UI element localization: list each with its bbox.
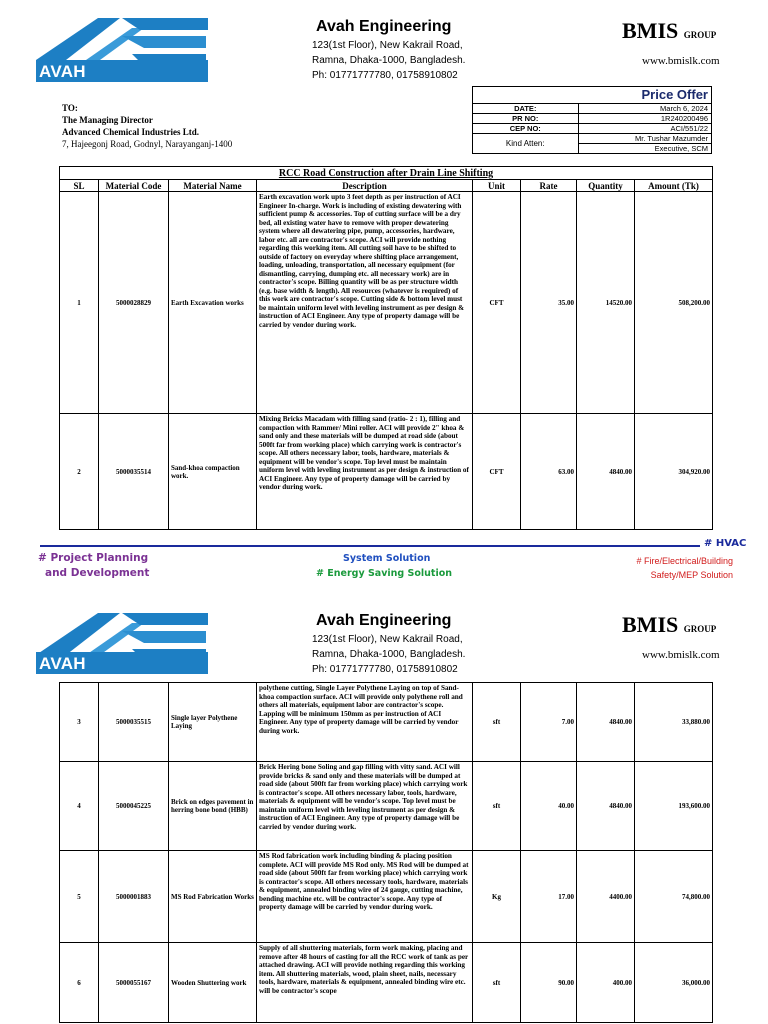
cell-unit: sft: [473, 943, 521, 1023]
cell-rate: 17.00: [521, 851, 577, 943]
cell-unit: CFT: [473, 192, 521, 414]
cell-description: Mixing Bricks Macadam with filling sand (ratio- 2 : 1), filling and compaction with Rammer/ Mini roller. ACI will provide 2" khoa & sand only and these materials will be dumped at road side (about 500ft far from working place) which carrying work is contractor's scope. All others necessary labor, tools, hardware, materials & equipment will be vendor's scope. Top level must be maintain uniform level with leveling instrument as per design & instruction of ACI Engineer. Any type of property damage will be carried by vendor during work.: [257, 414, 473, 530]
kind-atten-label: Kind Atten:: [473, 134, 579, 154]
recipient-line: Advanced Chemical Industries Ltd.: [62, 127, 200, 137]
cell-quantity: 4400.00: [577, 851, 635, 943]
website-link[interactable]: www.bmislk.com: [642, 55, 720, 67]
header-sl: SL: [60, 180, 99, 192]
company-address: [312, 38, 465, 83]
price-offer-title: Price Offer: [641, 87, 708, 102]
offer-info-table: [472, 103, 712, 154]
cell-quantity: 4840.00: [577, 762, 635, 851]
to-label: TO:: [62, 103, 78, 113]
address-line: Ph: 01771777780, 01758910802: [312, 70, 458, 81]
kind-atten-title: Executive, SCM: [578, 144, 711, 154]
cell-code: 5000055167: [99, 943, 169, 1023]
cell-sl: 4: [60, 762, 99, 851]
recipient-line: The Managing Director: [62, 115, 153, 125]
cell-sl: 1: [60, 192, 99, 414]
company-name: Avah Engineering: [316, 18, 452, 35]
address-line: Ramna, Dhaka-1000, Bangladesh.: [312, 649, 466, 660]
cell-quantity: 4840.00: [577, 683, 635, 762]
address-line: 123(1st Floor), New Kakrail Road,: [312, 40, 463, 51]
cell-rate: 7.00: [521, 683, 577, 762]
footer-fire-safety: [636, 554, 733, 582]
logo-text: AVAH ENGINEERING: [36, 652, 208, 674]
cell-description: [257, 762, 473, 851]
header-material-name: Material Name: [169, 180, 257, 192]
header-amount: Amount (Tk): [635, 180, 713, 192]
table-row: [60, 192, 713, 414]
cell-rate: 40.00: [521, 762, 577, 851]
cep-label: CEP NO:: [473, 124, 579, 134]
cell-quantity: 400.00: [577, 943, 635, 1023]
bmis-main: BMIS: [622, 18, 679, 43]
pr-label: PR NO:: [473, 114, 579, 124]
cell-code: 5000001883: [99, 851, 169, 943]
pr-value: 1R240200496: [578, 114, 711, 124]
info-row: [473, 114, 712, 124]
info-row: [473, 104, 712, 114]
cell-description: polythene cutting, Single Layer Polythene Laying on top of Sand- khoa compaction surface. ACI will provide only polythene roll and others all materials, equipment labor are contractor's scope. Lapping will be minimum 150mm as per instruction of ACI Engineer. Any type of property damage will be carried by vendor during work.: [257, 683, 473, 762]
table-row: [60, 943, 713, 1023]
cell-unit: sft: [473, 762, 521, 851]
table-header-row: [60, 180, 713, 192]
cell-amount: 74,800.00: [635, 851, 713, 943]
cell-amount: 304,920.00: [635, 414, 713, 530]
bmis-group-logo: [622, 18, 716, 44]
bmis-group-logo: [622, 612, 716, 638]
header-material-code: Material Code: [99, 180, 169, 192]
date-value: March 6, 2024: [578, 104, 711, 114]
address-line: 123(1st Floor), New Kakrail Road,: [312, 634, 463, 645]
header-quantity: Quantity: [577, 180, 635, 192]
cell-code: 5000028829: [99, 192, 169, 414]
cep-value: ACI/551/22: [578, 124, 711, 134]
items-table-page2: [59, 682, 713, 1023]
header-rate: Rate: [521, 180, 577, 192]
cell-name: Sand-khoa compaction work.: [169, 414, 257, 530]
bmis-suffix: GROUP: [683, 30, 717, 40]
avah-logo-icon: [36, 609, 208, 657]
cell-unit: CFT: [473, 414, 521, 530]
footer-left-line: and Development: [45, 567, 150, 579]
cell-amount: 508,200.00: [635, 192, 713, 414]
company-name: Avah Engineering: [316, 612, 452, 629]
header-unit: Unit: [473, 180, 521, 192]
description-text: Brick Hering bone Soling and gap filling with vitty sand. ACI will provide bricks & sand only and these materials will be dumped at road side (about 500ft far from working place) which carrying work is contractor's scope. All others necessary labor, tools, hardware, materials & equipment will be vendor's scope. Top level must be maintain uniform level with leveling instrument as per design & instruction of ACI Engineer. Any type of property damage will be carried by vendor during work.: [259, 763, 468, 831]
address-line: Ph: 01771777780, 01758910802: [312, 664, 458, 675]
items-table-page1: [59, 166, 713, 530]
cell-sl: 5: [60, 851, 99, 943]
logo-text: AVAH ENGINEERING: [36, 60, 208, 82]
cell-code: 5000045225: [99, 762, 169, 851]
cell-rate: 35.00: [521, 192, 577, 414]
cell-amount: 193,600.00: [635, 762, 713, 851]
cell-quantity: 14520.00: [577, 192, 635, 414]
info-row: [473, 134, 712, 144]
date-label: DATE:: [473, 104, 579, 114]
cell-code: 5000035514: [99, 414, 169, 530]
cell-unit: Kg: [473, 851, 521, 943]
cell-rate: 63.00: [521, 414, 577, 530]
cell-description: Earth excavation work upto 3 feet depth as per instruction of ACI Engineer In-charge. Work is including of existing dewatering with sufficient pump & accessories. Top of cutting surface will be a dry bed, all existing water have to remove with proper dewatering system where all dewatering pipe, pump, accessories, hardware, labor etc. all are contractor's scope. ACI will provide nothing regarding this working item. All cutting soil have to be shifted to outside of factory on everyday where shifting place arrangement, loading, unloading, transportation, all necessary equipment (for dismantling, carrying, dumping etc. all necessary work) are in contractor's scope. Billing quantity will be as per structure width (e.g. base width & length). All resources (whatever is required) of this work are contractor's scope. Cutting side & bottom level must be maintain uniform level with leveling instrument as per design & instruction of ACI Engineer. Any type of property damage will be carried by vendor during work.: [257, 192, 473, 414]
recipient-address: 7, Hajeegonj Road, Godnyl, Narayanganj-1400: [62, 139, 233, 149]
header-description: Description: [257, 180, 473, 192]
footer-rule: [40, 545, 700, 547]
cell-name: Brick on edges pavement in herring bone bond (HBB): [169, 762, 257, 851]
footer-right-line: Safety/MEP Solution: [650, 570, 733, 580]
cell-sl: 2: [60, 414, 99, 530]
table-row: [60, 683, 713, 762]
offer-info: [472, 86, 712, 154]
cell-sl: 3: [60, 683, 99, 762]
cell-quantity: 4840.00: [577, 414, 635, 530]
table-row: [60, 851, 713, 943]
website-link[interactable]: www.bmislk.com: [642, 649, 720, 661]
info-row: [473, 124, 712, 134]
cell-name: MS Rod Fabrication Works: [169, 851, 257, 943]
table-title-row: [60, 167, 713, 180]
cell-name: Single layer Polythene Laying: [169, 683, 257, 762]
bmis-main: BMIS: [622, 612, 679, 637]
bmis-suffix: GROUP: [683, 624, 717, 634]
table-row: [60, 762, 713, 851]
cell-sl: 6: [60, 943, 99, 1023]
company-address: [312, 632, 465, 677]
footer-hvac: # HVAC: [704, 538, 747, 549]
address-line: Ramna, Dhaka-1000, Bangladesh.: [312, 55, 466, 66]
cell-unit: sft: [473, 683, 521, 762]
recipient-block: [62, 102, 232, 150]
kind-atten-name: Mr. Tushar Mazumder: [578, 134, 711, 144]
cell-description: Supply of all shuttering materials, form work making, placing and remove after 48 hours of casting for all the RCC work of tank as per attached drawing. ACI will provide nothing regarding this working item. All shuttering materials, wood, plain sheet, nails, necessary tools, hardware, materials & equipment, annealed binding wire etc. will be contractor's scope: [257, 943, 473, 1023]
cell-name: Earth Excavation works: [169, 192, 257, 414]
price-offer-box: [472, 86, 712, 103]
cell-amount: 33,880.00: [635, 683, 713, 762]
table-row: [60, 414, 713, 530]
cell-rate: 90.00: [521, 943, 577, 1023]
footer-right-line: # Fire/Electrical/Building: [636, 556, 733, 566]
avah-logo-icon: [36, 14, 208, 62]
table-title: RCC Road Construction after Drain Line Shifting: [60, 167, 713, 180]
footer-project-planning: [38, 551, 149, 581]
footer-system-solution: System Solution: [343, 553, 431, 564]
cell-description: MS Rod fabrication work including binding & placing position complete. ACI will provide MS Rod only. MS Rod will be dumped at road side (about 500ft far from working place) which carrying work is contractor's scope. All others necessary tools, hardware, materials & equipment, annealed binding wire of 24 gauge, cutting machine, bending machine etc. will be contractor's scope. Any type of property damage will be carried by vendor during work.: [257, 851, 473, 943]
footer-energy-saving: # Energy Saving Solution: [316, 568, 452, 579]
cell-code: 5000035515: [99, 683, 169, 762]
footer-left-line: # Project Planning: [38, 552, 149, 564]
cell-name: Wooden Shuttering work: [169, 943, 257, 1023]
cell-amount: 36,000.00: [635, 943, 713, 1023]
